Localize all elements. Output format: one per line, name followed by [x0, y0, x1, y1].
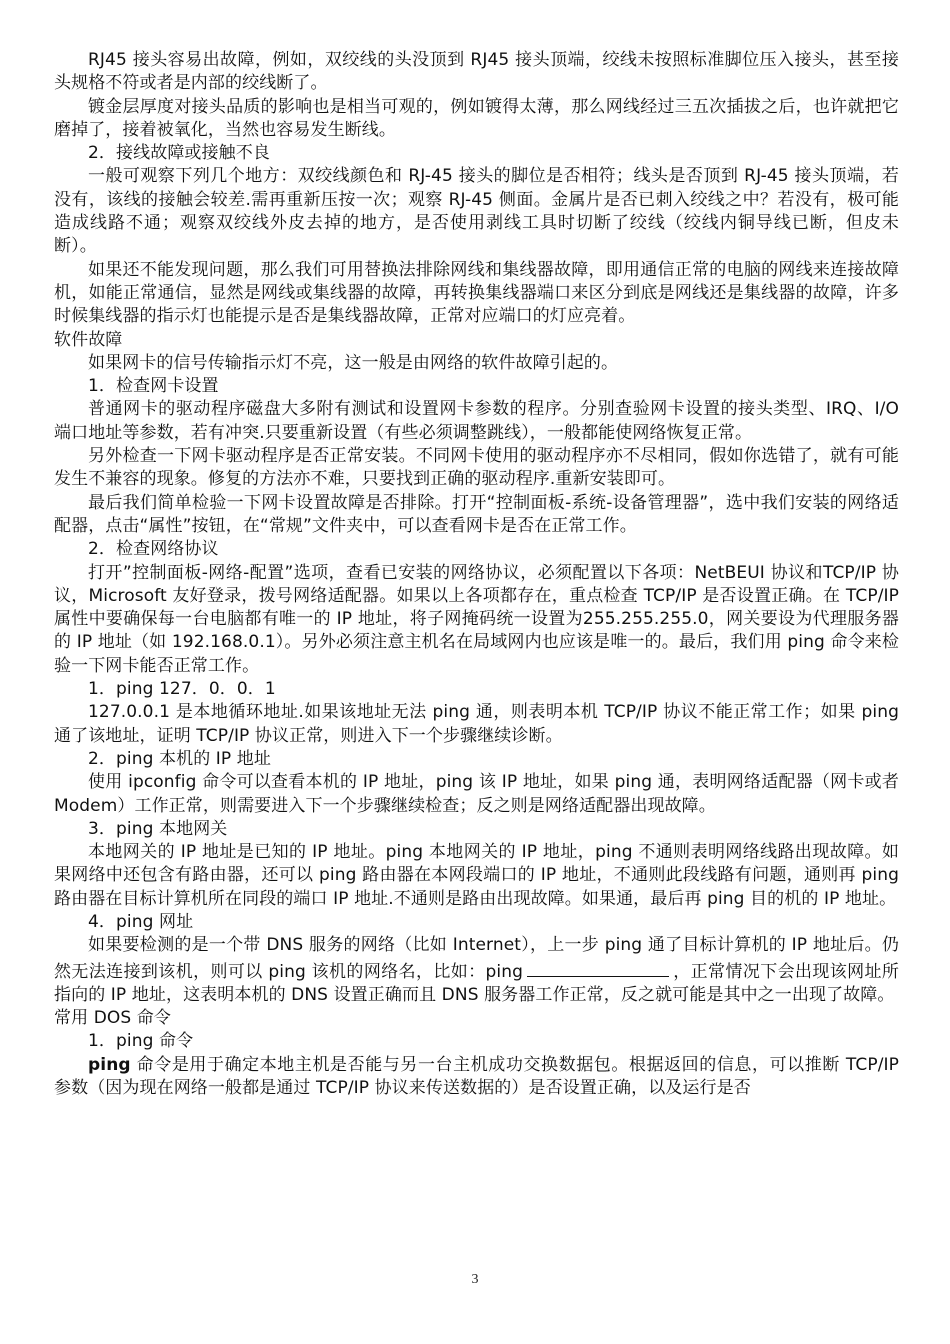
paragraph-dns-end: ，正常情况下会出现该网址所指向的 IP 地址，这表明本机的 DNS 设置正确而且 DNS 服务器工作正常，反之就可能是其中之一出现了故障。	[54, 961, 899, 1005]
paragraph-signal-light: 如果网卡的信号传输指示灯不亮，这一般是由网络的软件故障引起的。	[88, 352, 619, 373]
paragraph-gold-plating: 镀金层厚度对接头品质的影响也是相当可观的，例如镀得太薄，那么网线经过三五次插拔之后，也许就把它磨掉了，接着被氧化，当然也容易发生断线。	[54, 96, 899, 140]
heading-ping-url: 4．ping 网址	[88, 911, 194, 932]
heading-dos-commands: 常用 DOS 命令	[54, 1008, 171, 1029]
paragraph-rj45-faults: RJ45 接头容易出故障，例如，双绞线的头没顶到 RJ45 接头顶端，绞线未按照标准脚位压入接头，甚至接头规格不符或者是内部的绞线断了。	[54, 50, 899, 94]
paragraph-driver-disk: 普通网卡的驱动程序磁盘大多附有测试和设置网卡参数的程序。分别查验网卡设置的接头类型、IRQ、I/O 端口地址等参数，若有冲突.只要重新设置（有些必须调整跳线），一般都能使网络恢复正常。	[54, 399, 899, 443]
ping-description-text: 命令是用于确定本地主机是否能与另一台主机成功交换数据包。根据返回的信息，可以推断 TCP/IP 参数（因为现在网络一般都是通过 TCP/IP 协议来传送数据的）是否设置正确，以及运行是否	[54, 1054, 899, 1099]
heading-software-faults: 软件故障	[54, 329, 123, 350]
heading-ping-local-ip: 2．ping 本机的 IP 地址	[88, 748, 271, 769]
paragraph-dns-start: 如果要检测的是一个带 DNS 服务的网络（比如 Internet），上一步 ping 通了目标计算机的 IP 地址后。仍然无法连接到该机，则可以 ping 该机的网络名，比如：ping	[54, 935, 899, 982]
paragraph-ipconfig: 使用 ipconfig 命令可以查看本机的 IP 地址，ping 该 IP 地址，如果 ping 通，表明网络适配器（网卡或者 Modem）工作正常，则需要进入下一个步骤继续检查；反之则是网络适配器出现故障。	[54, 772, 899, 816]
page-number: 3	[471, 1272, 479, 1287]
paragraph-loopback: 127.0.0.1 是本地循环地址.如果该地址无法 ping 通，则表明本机 TCP/IP 协议不能正常工作；如果 ping 通了该地址，证明 TCP/IP 协议正常，则进入下一个步骤继续诊断。	[54, 702, 899, 746]
heading-ping-gateway: 3．ping 本地网关	[88, 818, 228, 839]
heading-ping-command: 1．ping 命令	[88, 1031, 194, 1052]
heading-check-protocol: 2．检查网络协议	[88, 539, 219, 560]
paragraph-observe-points: 一般可观察下列几个地方：双绞线颜色和 RJ-45 接头的脚位是否相符；线头是否顶到 RJ-45 接头顶端，若没有，该线的接触会较差.需再重新压按一次；观察 RJ-45 侧面。金属片是否已刺入绞线之中？若没有，极可能造成线路不通；观察双绞线外皮去掉的地方，是否使用剥线工具时切断了绞线（绞线内铜导线已断，但皮未断）。	[54, 166, 899, 257]
paragraph-driver-install: 另外检查一下网卡驱动程序是否正常安装。不同网卡使用的驱动程序亦不尽相同，假如你选错了，就有可能发生不兼容的现象。修复的方法亦不难，只要找到正确的驱动程序.重新安装即可。	[54, 446, 899, 490]
heading-check-nic-settings: 1．检查网卡设置	[88, 376, 219, 397]
heading-ping-loopback: 1．ping 127．0．0．1	[88, 679, 276, 700]
heading-wiring-faults: 2．接线故障或接触不良	[88, 143, 270, 164]
paragraph-replacement-method: 如果还不能发现问题，那么我们可用替换法排除网线和集线器故障，即用通信正常的电脑的网线来连接故障机，如能正常通信，显然是网线或集线器的故障，再转换集线器端口来区分到底是网线还是集线器的故障，许多时候集线器的指示灯也能提示是否是集线器故障，正常对应端口的灯应亮着。	[54, 259, 899, 327]
paragraph-dns	[54, 934, 899, 1007]
ping-keyword: ping	[88, 1054, 131, 1075]
document-body	[54, 49, 899, 1100]
paragraph-ping-description	[54, 1054, 899, 1101]
fill-in-blank	[527, 958, 669, 977]
paragraph-protocol-config: 打开”控制面板-网络-配置”选项，查看已安装的网络协议，必须配置以下各项：NetBEUI 协议和TCP/IP 协议，Microsoft 友好登录，拨号网络适配器。如果以上各项都存在，重点检查 TCP/IP 是否设置正确。在 TCP/IP 属性中要确保每一台电脑都有唯一的 IP 地址，将子网掩码统一设置为255.255.255.0，网关要设为代理服务器的 IP 地址（如 192.168.0.1）。另外必须注意主机名在局域网内也应该是唯一的。最后，我们用 ping 命令来检验一下网卡能否正常工作。	[54, 562, 899, 676]
paragraph-device-manager: 最后我们简单检验一下网卡设置故障是否排除。打开“控制面板-系统-设备管理器”，选中我们安装的网络适配器，点击“属性”按钮，在“常规”文件夹中，可以查看网卡是否在正常工作。	[54, 492, 899, 536]
paragraph-gateway: 本地网关的 IP 地址是已知的 IP 地址。ping 本地网关的 IP 地址，ping 不通则表明网络线路出现故障。如果网络中还包含有路由器，还可以 ping 路由器在本网段端口的 IP 地址，不通则此段线路有问题，通则再 ping 路由器在目标计算机所在同段的端口 IP 地址.不通则是路由出现故障。如果通，最后再 ping 目的机的 IP 地址。	[54, 842, 899, 909]
